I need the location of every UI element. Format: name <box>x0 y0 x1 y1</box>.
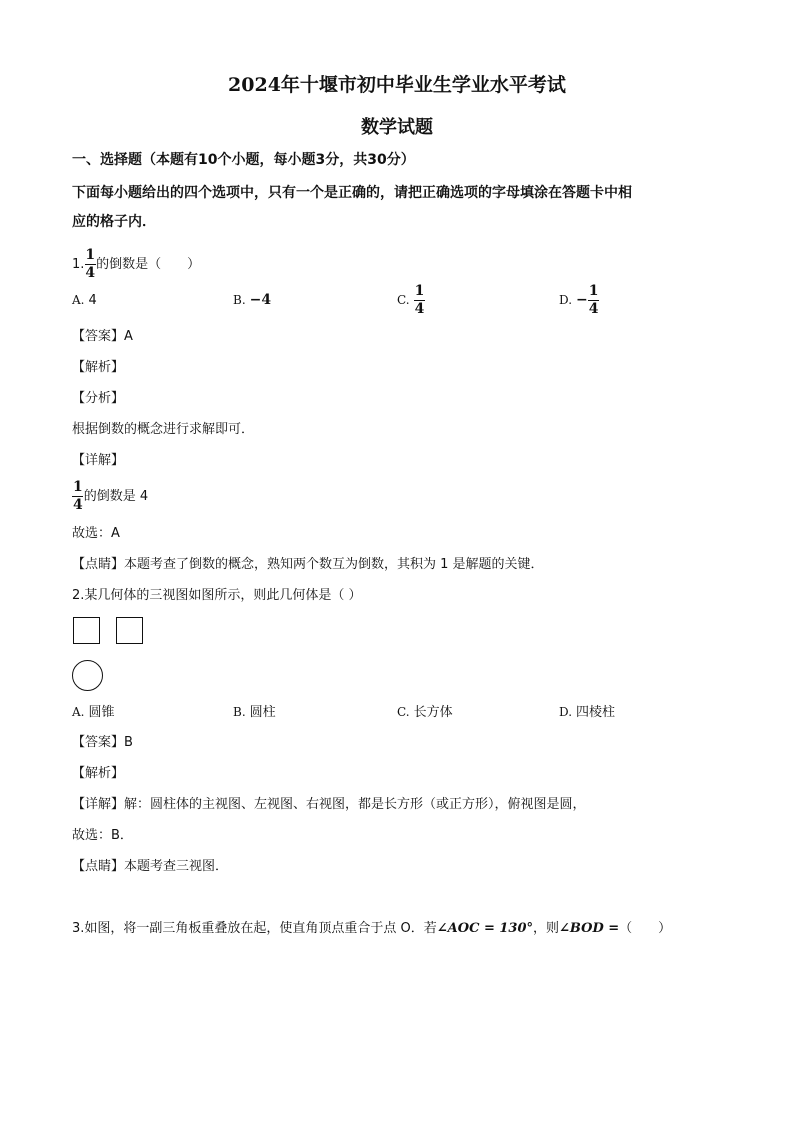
top-view-circle-icon <box>72 660 103 691</box>
option-d-value: 四棱柱 <box>576 705 616 720</box>
section-instruction-line1: 下面每小题给出的四个选项中，只有一个是正确的，请把正确选项的字母填涂在答题卡中相 <box>72 185 632 201</box>
q1-option-d <box>559 282 600 319</box>
q1-fenxi-heading: 【分析】 <box>72 391 125 406</box>
q1-fenxi-text: 根据倒数的概念进行求解即可． <box>72 422 255 437</box>
q2-option-c <box>397 702 453 723</box>
option-b-value: −4 <box>249 292 272 308</box>
q1-analysis-heading: 【解析】 <box>72 360 125 375</box>
q1-fraction-denominator: 4 <box>85 265 96 281</box>
option-a-value: 4 <box>88 293 97 308</box>
q3-stem-part3: （ ） <box>619 921 672 936</box>
q2-answer: 【答案】B <box>72 735 133 750</box>
option-d-numerator: 1 <box>588 283 599 299</box>
section-instruction-line2: 应的格子内． <box>72 214 156 230</box>
q1-choose: 故选：A <box>72 526 120 541</box>
q1-detail-text: 的倒数是 4 <box>83 489 149 504</box>
q1-stem <box>72 248 200 282</box>
detail-denominator: 4 <box>73 497 83 513</box>
option-d-label: D. <box>559 293 573 307</box>
q2-option-a <box>72 702 115 723</box>
detail-numerator: 1 <box>73 479 83 495</box>
q3-angle-aoc: ∠AOC = 130° <box>436 921 534 936</box>
option-b-value: 圆柱 <box>249 705 276 720</box>
q1-detail <box>72 479 148 515</box>
option-a-label: A. <box>72 293 85 307</box>
q1-comment: 【点睛】本题考查了倒数的概念，熟知两个数互为倒数，其积为 1 是解题的关键． <box>72 557 544 572</box>
q2-analysis-heading: 【解析】 <box>72 766 125 781</box>
q2-choose: 故选：B． <box>72 828 133 843</box>
option-c-label: C. <box>397 705 410 719</box>
q2-detail: 【详解】解：圆柱体的主视图、左视图、右视图，都是长方形（或正方形），俯视图是圆， <box>72 797 586 812</box>
option-a-value: 圆锥 <box>88 705 115 720</box>
option-d-denominator: 4 <box>588 301 599 317</box>
q1-fraction <box>84 248 96 281</box>
side-view-square-icon <box>116 617 143 644</box>
option-b-label: B. <box>233 705 246 719</box>
option-c-fraction <box>414 284 426 317</box>
q1-stem-text: 的倒数是（ ） <box>96 257 201 272</box>
q1-option-c <box>397 282 425 319</box>
q2-option-b <box>233 702 276 723</box>
option-d-fraction <box>588 284 600 317</box>
q1-option-a <box>72 290 97 311</box>
q1-answer: 【答案】A <box>72 329 133 344</box>
option-d-sign: − <box>576 292 588 308</box>
q3-stem-part1: 3.如图，将一副三角板重叠放在起，使直角顶点重合于点 O．若 <box>72 921 437 936</box>
option-c-value: 长方体 <box>413 705 453 720</box>
q1-number: 1. <box>72 257 85 272</box>
q2-stem: 2.某几何体的三视图如图所示，则此几何体是（ ） <box>72 588 362 603</box>
exam-subtitle: 数学试题 <box>361 117 433 138</box>
q1-detail-heading: 【详解】 <box>72 453 125 468</box>
front-view-square-icon <box>73 617 100 644</box>
option-c-label: C. <box>397 293 410 307</box>
option-b-label: B. <box>233 293 246 307</box>
q1-option-b <box>233 290 271 311</box>
q3-stem-part2: ，则 <box>533 921 560 936</box>
q3-stem <box>72 919 671 939</box>
option-a-label: A. <box>72 705 85 719</box>
option-c-numerator: 1 <box>414 283 425 299</box>
q2-option-d <box>559 702 615 723</box>
q1-fraction-numerator: 1 <box>85 247 96 263</box>
option-d-label: D. <box>559 705 573 719</box>
exam-title: 2024年十堰市初中毕业生学业水平考试 <box>228 74 566 96</box>
section-heading: 一、选择题（本题有10个小题，每小题3分，共30分） <box>72 152 415 168</box>
q1-detail-fraction <box>72 480 84 513</box>
option-c-denominator: 4 <box>414 301 425 317</box>
q2-comment: 【点睛】本题考查三视图． <box>72 859 229 874</box>
q3-angle-bod: ∠BOD = <box>559 921 620 936</box>
